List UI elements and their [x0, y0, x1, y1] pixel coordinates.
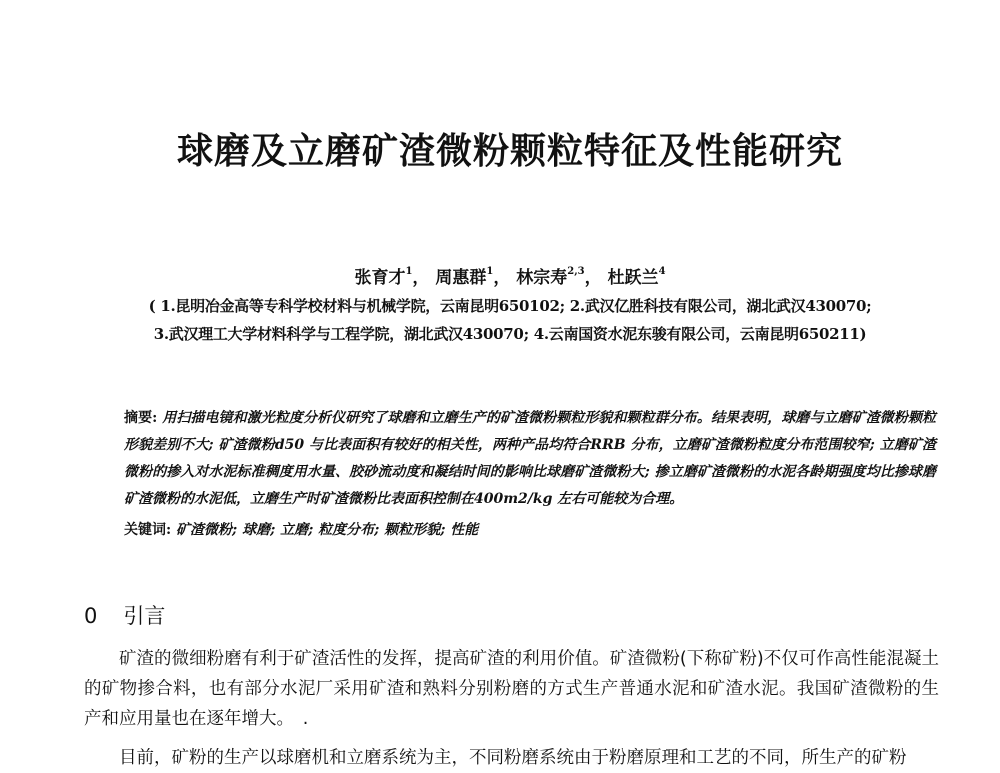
body-paragraph-1: 矿渣的微细粉磨有利于矿渣活性的发挥，提高矿渣的利用价值。矿渣微粉(下称矿粉)不仅可作高性能混凝土的矿物掺合料，也有部分水泥厂采用矿渣和熟料分别粉磨的方式生产普通水泥和矿渣水泥。我国矿渣微粉的生产和应用量也在逐年增大。 .: [84, 649, 939, 729]
author-separator: ，: [493, 268, 511, 288]
keywords-label: 关键词:: [124, 522, 172, 538]
affiliation-line-2: 3.武汉理工大学材料科学与工程学院，湖北武汉430070; 4.云南国资水泥东骏有限公司，云南昆明650211): [153, 325, 867, 343]
author-separator: ，: [584, 268, 602, 288]
section-title: 引言: [123, 604, 166, 628]
paper-title: 球磨及立磨矿渣微粉颗粒特征及性能研究: [176, 131, 843, 172]
section-heading: [84, 600, 165, 630]
author-list: [0, 263, 1000, 288]
author-separator: ，: [412, 268, 430, 288]
keywords-text: 矿渣微粉; 球磨; 立磨; 粒度分布; 颗粒形貌; 性能: [176, 522, 479, 538]
author-affiliation-mark: 1: [486, 266, 494, 278]
author-affiliation-mark: 2,3: [567, 266, 585, 278]
author-name: 张育才: [354, 268, 406, 288]
abstract-label: 摘要:: [124, 410, 158, 426]
author-name: 林宗寿: [516, 268, 568, 288]
abstract-text: 用扫描电镜和激光粒度分析仪研究了球磨和立磨生产的矿渣微粉颗粒形貌和颗粒群分布。结果表明，球磨与立磨矿渣微粉颗粒形貌差别不大; 矿渣微粉d50 与比表面积有较好的相关性，两种产品均符合RRB 分布，立磨矿渣微粉粒度分布范围较窄; 立磨矿渣微粉的掺入对水泥标准稠度用水量、胶砂流动度和凝结时间的影响比球磨矿渣微粉大; 掺立磨矿渣微粉的水泥各龄期强度均比掺球磨矿渣微粉的水泥低，立磨生产时矿渣微粉比表面积控制在400m2/kg 左右可能较为合理。: [124, 410, 937, 507]
author-name: 杜跃兰: [607, 268, 659, 288]
keywords: [124, 519, 936, 539]
author-affiliation-mark: 4: [658, 266, 666, 278]
section-number: 0: [84, 604, 98, 628]
author-affiliation-mark: 1: [405, 266, 413, 278]
affiliation-line-1: ( 1.昆明冶金高等专科学校材料与机械学院，云南昆明650102; 2.武汉亿胜科技有限公司，湖北武汉430070;: [148, 297, 872, 315]
author-name: 周惠群: [435, 268, 487, 288]
abstract: [124, 405, 936, 513]
body-paragraph-2: 目前，矿粉的生产以球磨机和立磨系统为主，不同粉磨系统由于粉磨原理和工艺的不同，所生产的矿粉: [119, 748, 907, 768]
